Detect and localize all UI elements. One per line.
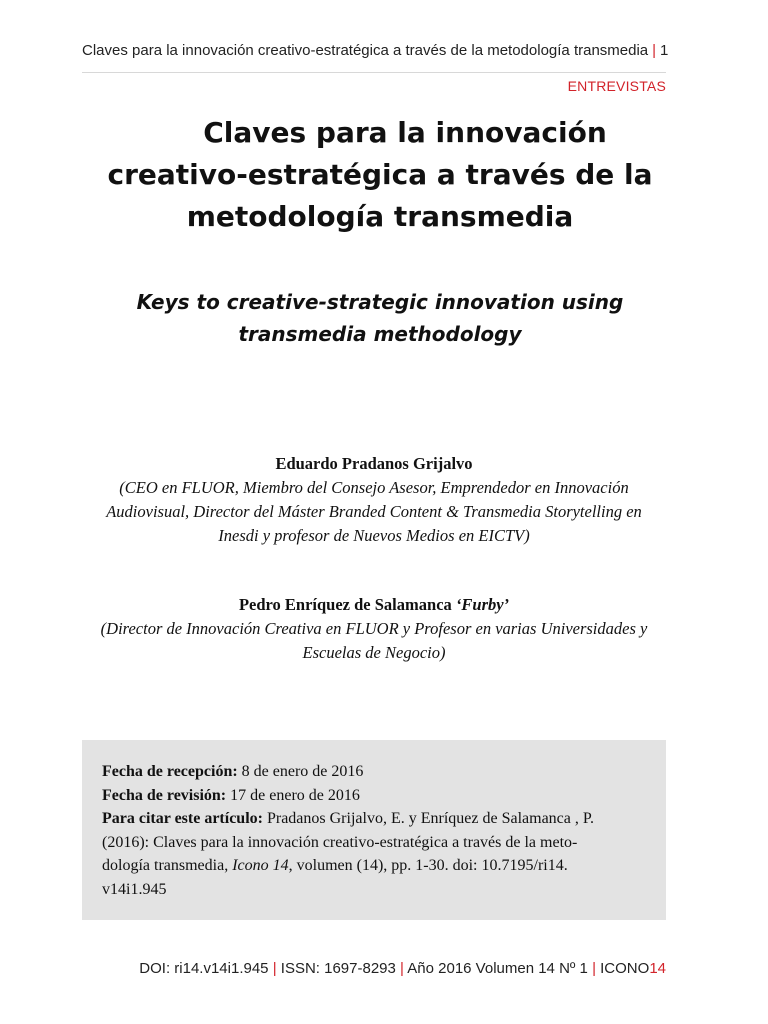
citation-line (102, 854, 646, 878)
footer-year-volume: Año 2016 Volumen 14 Nº 1 (407, 960, 588, 977)
footer-separator: | (400, 960, 404, 977)
author-block (82, 452, 666, 548)
article-subtitle (100, 286, 660, 350)
citation-line (102, 807, 646, 831)
revised-label: Fecha de revisión: (102, 786, 227, 804)
author-affiliation-line: (CEO en FLUOR, Miembro del Consejo Asesor, Emprendedor en Innovación (119, 478, 629, 497)
citation-line: (2016): Claves para la innovación creativo-estratégica a través de la meto- (102, 833, 578, 851)
section-label: ENTREVISTAS (567, 78, 666, 94)
author-name: Pedro Enríquez de Salamanca (238, 595, 452, 614)
running-header (82, 42, 669, 59)
journal-title: Icono 14 (232, 857, 289, 874)
cite-label: Para citar este artículo: (102, 810, 263, 827)
received-label: Fecha de recepción: (102, 763, 238, 780)
page-number: 1 (660, 42, 669, 59)
revised-value: 17 de enero de 2016 (230, 786, 360, 804)
author-nickname: ‘Furby’ (455, 595, 510, 614)
author-affiliation-line: Audiovisual, Director del Máster Branded Content & Transmedia Storytelling en (106, 502, 642, 521)
footer-doi: DOI: ri14.v14i1.945 (139, 960, 269, 977)
received-date (102, 760, 646, 784)
title-line: Claves para la innovación (203, 116, 607, 149)
page-footer (82, 960, 666, 977)
subtitle-line: transmedia methodology (238, 322, 522, 346)
footer-separator: | (592, 960, 596, 977)
cite-text: Pradanos Grijalvo, E. y Enríquez de Salamanca , P. (266, 810, 594, 827)
subtitle-line: Keys to creative-strategic innovation using (136, 290, 624, 314)
article-title (100, 112, 660, 238)
cite-text: , volumen (14), pp. 1-30. doi: 10.7195/ri14. (288, 857, 568, 874)
received-value: 8 de enero de 2016 (241, 763, 364, 780)
citation-line: v14i1.945 (102, 880, 167, 898)
title-line: creativo-estratégica a través de la (107, 158, 653, 191)
journal-number: 14 (649, 960, 666, 977)
header-rule (82, 72, 666, 73)
journal-logo (600, 960, 666, 977)
title-line: metodología transmedia (186, 200, 574, 233)
footer-separator: | (272, 960, 277, 977)
revised-date (102, 784, 646, 808)
running-title: Claves para la innovación creativo-estratégica a través de la metodología transmedia (82, 42, 649, 59)
author-affiliation-line: Escuelas de Negocio) (302, 643, 446, 662)
author-name: Eduardo Pradanos Grijalvo (275, 454, 473, 473)
cite-text: dología transmedia, (102, 857, 229, 874)
footer-issn: ISSN: 1697-8293 (280, 960, 396, 977)
header-separator: | (652, 42, 657, 59)
author-block (82, 593, 666, 665)
author-name-line (82, 593, 666, 617)
author-affiliation-line: Inesdi y profesor de Nuevos Medios en EICTV) (218, 526, 530, 545)
author-affiliation-line: (Director de Innovación Creativa en FLUOR y Profesor en varias Universidades y (100, 619, 648, 638)
article-metadata-box (82, 740, 666, 920)
journal-name: ICONO (600, 960, 650, 977)
